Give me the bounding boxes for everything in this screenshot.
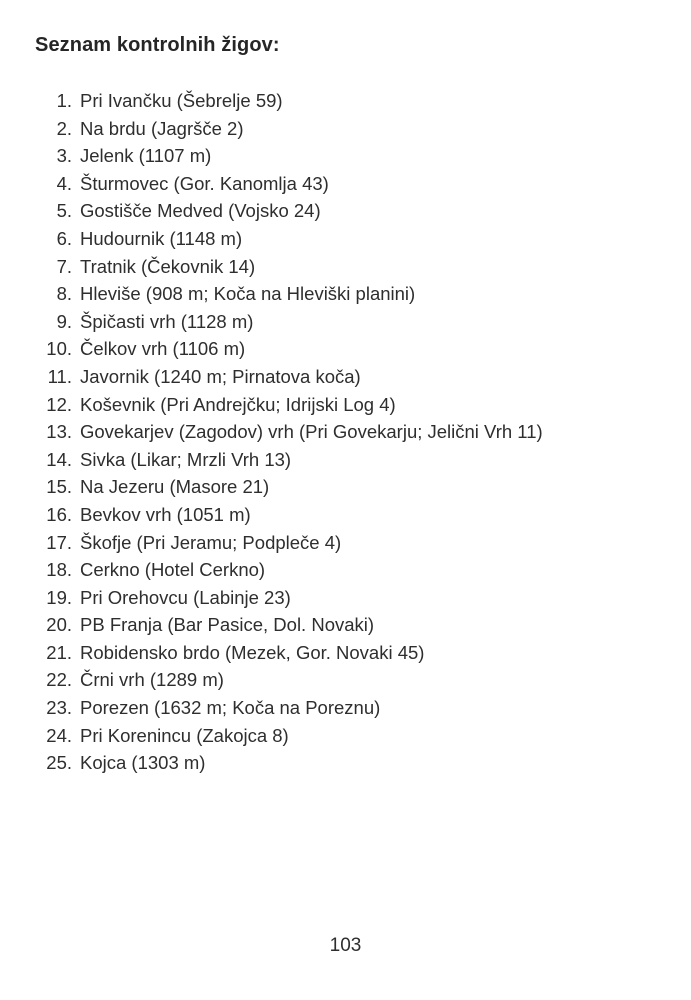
item-text: Kojca (1303 m) — [80, 752, 206, 774]
item-number: 4. — [56, 172, 72, 194]
item-number: 5. — [56, 200, 72, 222]
item-text: Čelkov vrh (1106 m) — [80, 338, 246, 360]
item-number: 16. — [46, 503, 72, 525]
item-number: 10. — [46, 338, 72, 360]
page-number: 103 — [329, 935, 362, 956]
item-text: Na brdu (Jagršče 2) — [80, 117, 244, 139]
item-text: PB Franja (Bar Pasice, Dol. Novaki) — [80, 614, 375, 636]
item-number: 7. — [56, 255, 72, 277]
item-text: Javornik (1240 m; Pirnatova koča) — [80, 365, 361, 387]
item-number: 3. — [56, 145, 72, 167]
item-text: Govekarjev (Zagodov) vrh (Pri Govekarju; Jelični Vrh 11) — [80, 421, 543, 443]
item-number: 14. — [46, 448, 72, 470]
item-text: Jelenk (1107 m) — [80, 145, 212, 167]
item-number: 21. — [46, 641, 72, 663]
item-number: 8. — [56, 283, 72, 305]
list-heading: Seznam kontrolnih žigov: — [35, 34, 280, 56]
item-number: 24. — [46, 724, 72, 746]
item-number: 9. — [56, 310, 72, 332]
item-text: Gostišče Medved (Vojsko 24) — [80, 200, 321, 222]
item-number: 20. — [46, 614, 72, 636]
item-text: Tratnik (Čekovnik 14) — [80, 255, 256, 277]
item-number: 18. — [46, 559, 72, 581]
item-text: Robidensko brdo (Mezek, Gor. Novaki 45) — [80, 641, 425, 663]
item-number: 23. — [46, 697, 72, 719]
item-number: 19. — [46, 586, 72, 608]
item-number: 6. — [56, 227, 72, 249]
item-text: Koševnik (Pri Andrejčku; Idrijski Log 4) — [80, 393, 396, 415]
item-text: Cerkno (Hotel Cerkno) — [80, 559, 266, 581]
item-number: 12. — [46, 393, 72, 415]
item-number: 15. — [46, 476, 72, 498]
item-number: 22. — [46, 669, 72, 691]
item-number: 1. — [56, 90, 72, 111]
item-text: Hudournik (1148 m) — [80, 227, 243, 249]
item-text: Šturmovec (Gor. Kanomlja 43) — [80, 172, 329, 194]
item-number: 17. — [46, 531, 72, 553]
item-text: Sivka (Likar; Mrzli Vrh 13) — [80, 448, 292, 470]
item-text: Špičasti vrh (1128 m) — [80, 310, 254, 332]
item-number: 13. — [46, 421, 72, 443]
item-text: Pri Ivančku (Šebrelje 59) — [80, 90, 283, 111]
item-text: Škofje (Pri Jeramu; Podpleče 4) — [80, 531, 342, 553]
item-text: Porezen (1632 m; Koča na Poreznu) — [80, 697, 381, 719]
item-number: 25. — [46, 752, 72, 774]
item-text: Pri Orehovcu (Labinje 23) — [80, 586, 291, 608]
item-text: Pri Korenincu (Zakojca 8) — [80, 724, 289, 746]
item-text: Na Jezeru (Masore 21) — [80, 476, 270, 498]
item-text: Bevkov vrh (1051 m) — [80, 503, 251, 525]
item-number: 2. — [56, 117, 72, 139]
item-text: Črni vrh (1289 m) — [80, 669, 224, 691]
item-text: Hleviše (908 m; Koča na Hleviški planini) — [80, 283, 416, 305]
item-number: 11. — [47, 365, 72, 387]
